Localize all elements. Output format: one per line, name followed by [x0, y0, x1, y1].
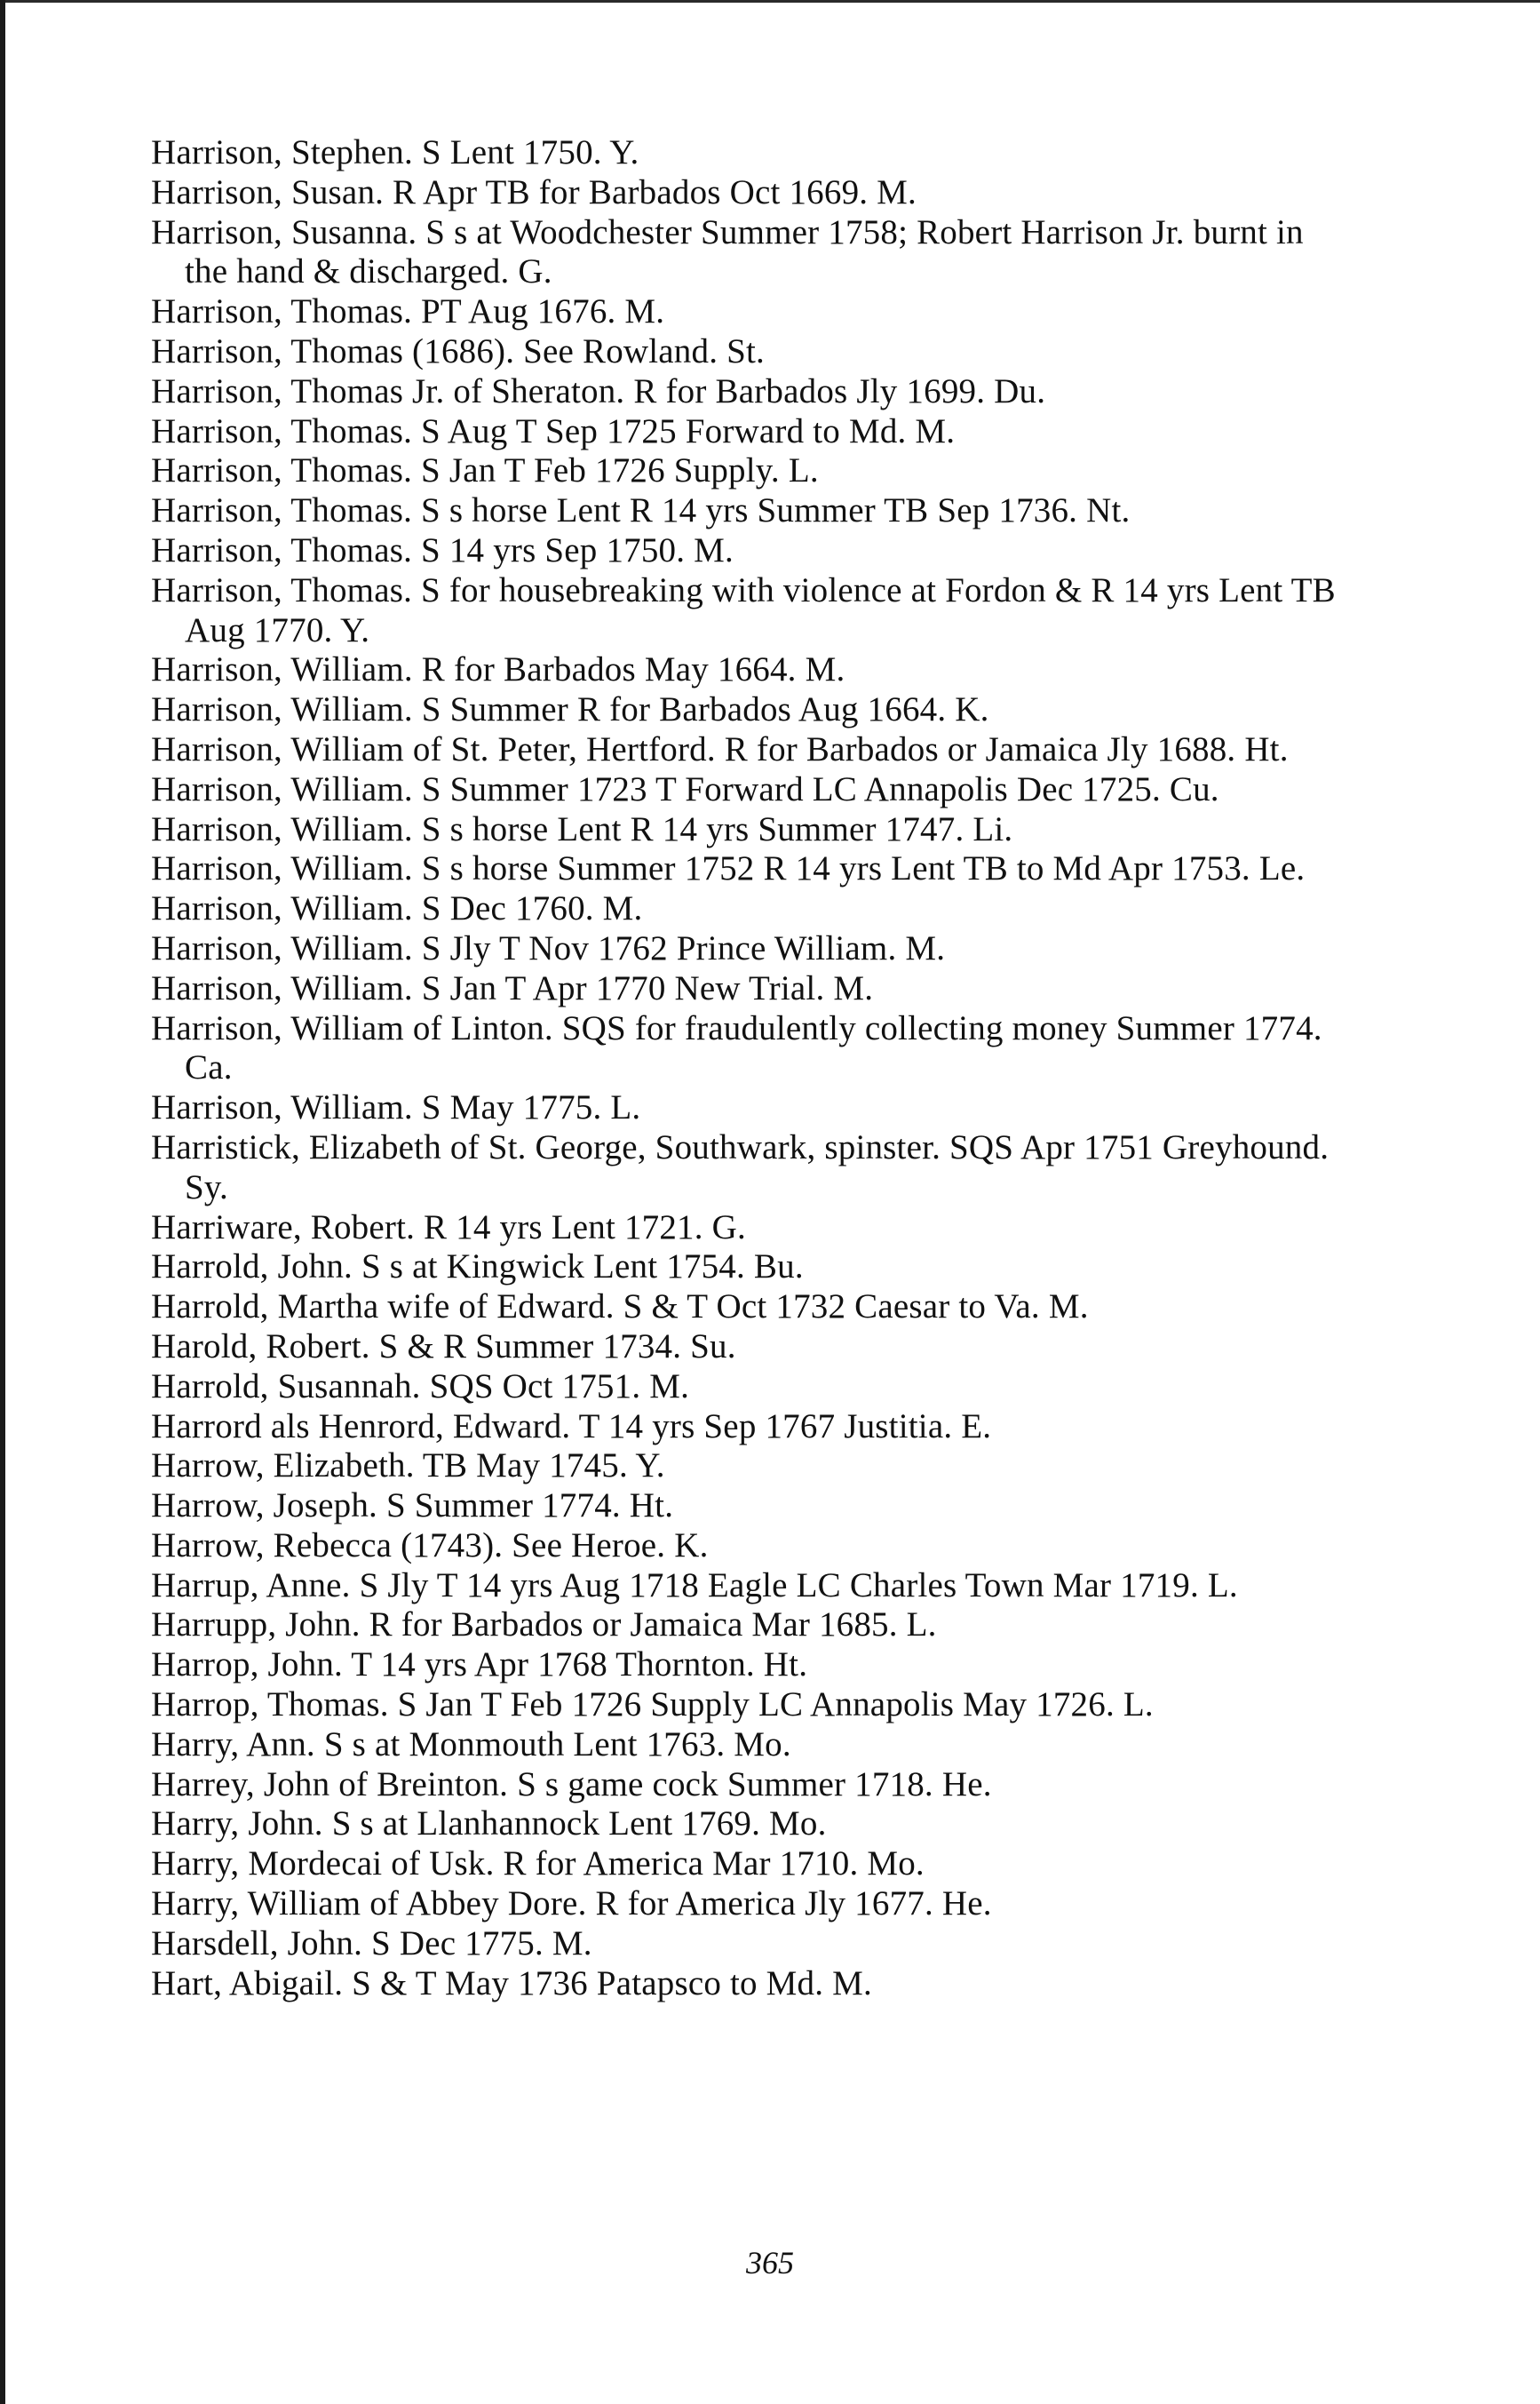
index-entry: Harriware, Robert. R 14 yrs Lent 1721. G.: [151, 1207, 746, 1246]
index-entry: Harrow, Rebecca (1743). See Heroe. K.: [151, 1525, 709, 1564]
index-entry: Harry, William of Abbey Dore. R for America Jly 1677. He.: [151, 1884, 992, 1923]
index-entry: Harrison, William. S Jan T Apr 1770 New Trial. M.: [151, 968, 874, 1007]
page-top-edge: [0, 0, 1540, 3]
index-entry: Harry, Mordecai of Usk. R for America Mar 1710. Mo.: [151, 1844, 925, 1883]
page-number: 365: [746, 2245, 794, 2281]
index-entry: Harrison, William. S Jly T Nov 1762 Prince William. M.: [151, 928, 946, 967]
index-entry: Harrison, William of Linton. SQS for fraudulently collecting money Summer 1774. Ca.: [151, 1008, 1322, 1087]
index-entry: Harry, Ann. S s at Monmouth Lent 1763. Mo.: [151, 1724, 791, 1763]
index-entry: Harrow, Joseph. S Summer 1774. Ht.: [151, 1486, 674, 1525]
index-entry: Harrison, Susan. R Apr TB for Barbados Oct 1669. M.: [151, 172, 917, 211]
index-entry: Harrupp, John. R for Barbados or Jamaica Mar 1685. L.: [151, 1605, 937, 1644]
index-entry: Harsdell, John. S Dec 1775. M.: [151, 1923, 592, 1962]
index-entry: Harrold, Susannah. SQS Oct 1751. M.: [151, 1366, 690, 1405]
index-entry: Harrison, William. S s horse Summer 1752 R 14 yrs Lent TB to Md Apr 1753. Le.: [151, 849, 1306, 888]
index-entry: Harrison, Thomas Jr. of Sheraton. R for Barbados Jly 1699. Du.: [151, 371, 1046, 410]
index-entry: Harrison, Susanna. S s at Woodchester Summer 1758; Robert Harrison Jr. burnt in the hand & discharged. G.: [151, 212, 1304, 291]
page-left-edge: [0, 0, 5, 2404]
index-entry: Harrup, Anne. S Jly T 14 yrs Aug 1718 Eagle LC Charles Town Mar 1719. L.: [151, 1565, 1238, 1604]
index-entry: Harrold, Martha wife of Edward. S & T Oct 1732 Caesar to Va. M.: [151, 1287, 1089, 1326]
index-entry: Harrold, John. S s at Kingwick Lent 1754. Bu.: [151, 1247, 804, 1286]
index-entry: Harrison, William. S s horse Lent R 14 yrs Summer 1747. Li.: [151, 809, 1013, 848]
index-entry: Harrison, William. S Dec 1760. M.: [151, 889, 643, 928]
index-entry: Harrison, Thomas. S for housebreaking with violence at Fordon & R 14 yrs Lent TB Aug 1770. Y.: [151, 570, 1336, 649]
index-entry: Harrison, William. S May 1775. L.: [151, 1088, 641, 1127]
index-entry: Harrison, William. S Summer 1723 T Forward LC Annapolis Dec 1725. Cu.: [151, 769, 1219, 808]
index-entries: [151, 133, 1341, 2003]
index-entry: Harrison, William. R for Barbados May 1664. M.: [151, 650, 845, 689]
index-entry: Harrop, John. T 14 yrs Apr 1768 Thornton. Ht.: [151, 1645, 808, 1684]
index-entry: Hart, Abigail. S & T May 1736 Patapsco to Md. M.: [151, 1963, 872, 2002]
index-entry: Harrison, William of St. Peter, Hertford. R for Barbados or Jamaica Jly 1688. Ht.: [151, 729, 1289, 768]
index-entry: Harrow, Elizabeth. TB May 1745. Y.: [151, 1446, 665, 1485]
index-entry: Harrison, Thomas. S 14 yrs Sep 1750. M.: [151, 530, 734, 569]
index-entry: Harold, Robert. S & R Summer 1734. Su.: [151, 1326, 736, 1365]
index-entry: Harrison, William. S Summer R for Barbados Aug 1664. K.: [151, 690, 989, 729]
index-entry: Harrop, Thomas. S Jan T Feb 1726 Supply LC Annapolis May 1726. L.: [151, 1685, 1154, 1724]
index-entry: Harry, John. S s at Llanhannock Lent 1769. Mo.: [151, 1804, 827, 1843]
index-entry: Harrison, Thomas. S Aug T Sep 1725 Forward to Md. M.: [151, 411, 956, 450]
index-entry: Harrey, John of Breinton. S s game cock Summer 1718. He.: [151, 1764, 992, 1803]
index-entry: Harrison, Thomas. S Jan T Feb 1726 Supply. L.: [151, 451, 819, 490]
index-entry: Harrison, Thomas. PT Aug 1676. M.: [151, 292, 665, 331]
index-entry: Harrord als Henrord, Edward. T 14 yrs Sep 1767 Justitia. E.: [151, 1406, 992, 1445]
index-entry: Harrison, Stephen. S Lent 1750. Y.: [151, 133, 639, 171]
index-entry: Harrison, Thomas (1686). See Rowland. St.: [151, 331, 765, 370]
index-entry: Harrison, Thomas. S s horse Lent R 14 yrs Summer TB Sep 1736. Nt.: [151, 491, 1131, 530]
index-entry: Harristick, Elizabeth of St. George, Southwark, spinster. SQS Apr 1751 Greyhound. Sy.: [151, 1127, 1330, 1206]
